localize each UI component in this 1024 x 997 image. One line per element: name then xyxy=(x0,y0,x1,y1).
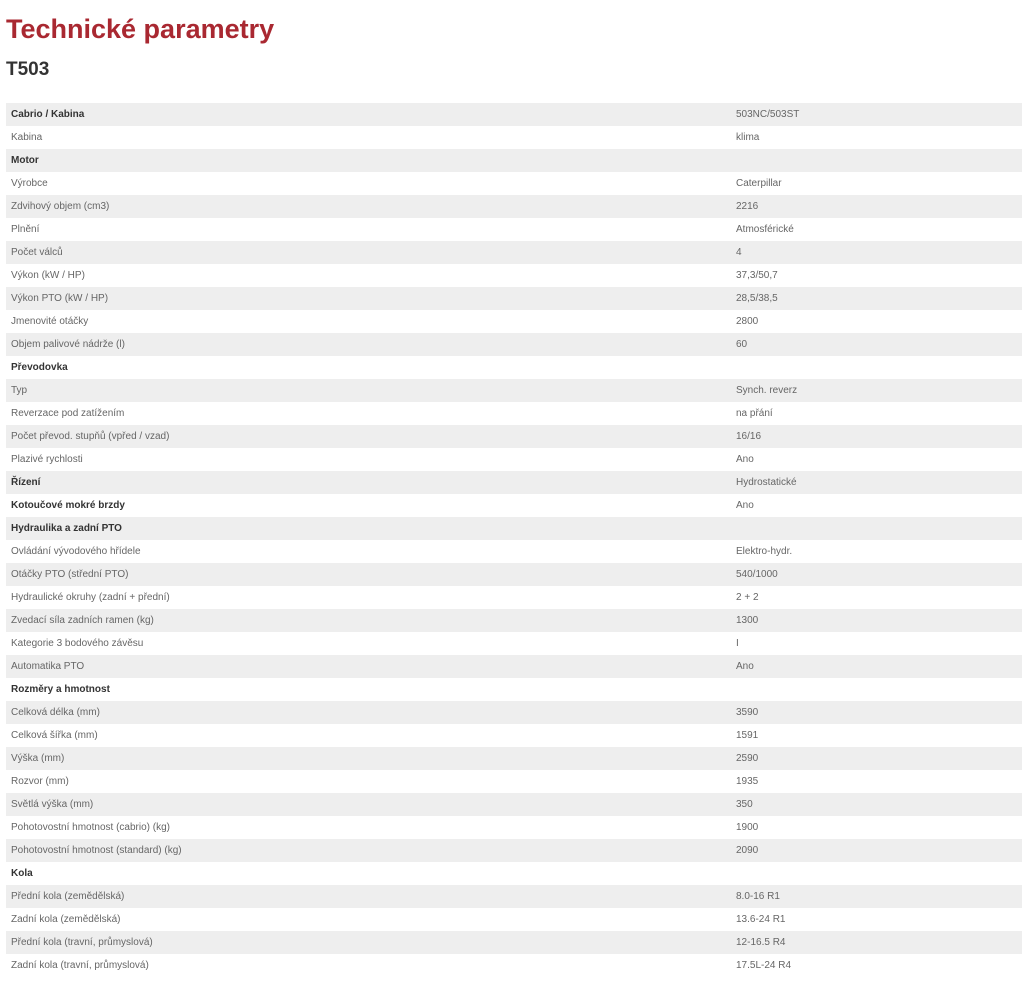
spec-row xyxy=(6,448,1022,471)
spec-value xyxy=(729,862,1022,885)
section-label: Kola xyxy=(11,868,33,879)
section-label: Kotoučové mokré brzdy xyxy=(11,500,125,511)
spec-label: Zadní kola (travní, průmyslová) xyxy=(11,960,149,971)
spec-row xyxy=(6,839,1022,862)
spec-label: Celková délka (mm) xyxy=(11,707,100,718)
spec-value: 350 xyxy=(736,799,753,810)
spec-row xyxy=(6,908,1022,931)
spec-row xyxy=(6,931,1022,954)
spec-row xyxy=(6,563,1022,586)
section-label: Převodovka xyxy=(11,362,68,373)
spec-row xyxy=(6,609,1022,632)
spec-value: 540/1000 xyxy=(736,569,778,580)
spec-row xyxy=(6,126,1022,149)
spec-section-row xyxy=(6,517,1022,540)
spec-label: Výška (mm) xyxy=(11,753,65,764)
spec-value: 2090 xyxy=(736,845,759,856)
spec-value: Ano xyxy=(736,454,754,465)
spec-row xyxy=(6,632,1022,655)
spec-value: 1900 xyxy=(736,822,759,833)
spec-row xyxy=(6,954,1022,977)
spec-value: 8.0-16 R1 xyxy=(736,891,780,902)
spec-value: 503NC/503ST xyxy=(736,109,800,120)
spec-row xyxy=(6,655,1022,678)
section-label: Motor xyxy=(11,155,39,166)
spec-row xyxy=(6,793,1022,816)
spec-label: Objem palivové nádrže (l) xyxy=(11,339,125,350)
spec-label: Kategorie 3 bodového závěsu xyxy=(11,638,144,649)
spec-value: 13.6-24 R1 xyxy=(736,914,786,925)
spec-label: Plazivé rychlosti xyxy=(11,454,83,465)
spec-value: 2216 xyxy=(736,201,759,212)
spec-value: Atmosférické xyxy=(736,224,794,235)
spec-section-row xyxy=(6,862,1022,885)
spec-label: Celková šířka (mm) xyxy=(11,730,98,741)
spec-value: klima xyxy=(736,132,760,143)
spec-value: Ano xyxy=(736,500,754,511)
spec-row xyxy=(6,287,1022,310)
spec-row xyxy=(6,218,1022,241)
spec-row xyxy=(6,885,1022,908)
spec-value: 16/16 xyxy=(736,431,762,442)
spec-label: Plnění xyxy=(11,224,40,235)
spec-row xyxy=(6,195,1022,218)
spec-value: 1935 xyxy=(736,776,759,787)
spec-row xyxy=(6,540,1022,563)
spec-section-row xyxy=(6,356,1022,379)
spec-value: 1300 xyxy=(736,615,759,626)
spec-label: Přední kola (travní, průmyslová) xyxy=(11,937,153,948)
spec-label: Zvedací síla zadních ramen (kg) xyxy=(11,615,154,626)
spec-label: Výkon (kW / HP) xyxy=(11,270,85,281)
spec-section-row xyxy=(6,103,1022,126)
spec-label: Ovládání vývodového hřídele xyxy=(11,546,141,557)
spec-label: Světlá výška (mm) xyxy=(11,799,94,810)
spec-section-row xyxy=(6,149,1022,172)
spec-row xyxy=(6,816,1022,839)
spec-label: Počet válců xyxy=(11,247,63,258)
spec-label: Pohotovostní hmotnost (standard) (kg) xyxy=(11,845,182,856)
spec-row xyxy=(6,747,1022,770)
spec-label: Automatika PTO xyxy=(11,661,85,672)
spec-value xyxy=(729,149,1022,172)
spec-row xyxy=(6,333,1022,356)
section-label: Rozměry a hmotnost xyxy=(11,684,110,695)
spec-value: 1591 xyxy=(736,730,759,741)
spec-row xyxy=(6,402,1022,425)
spec-label: Typ xyxy=(11,385,28,396)
page-title: Technické parametry xyxy=(6,14,275,44)
spec-value: 60 xyxy=(736,339,748,350)
spec-label: Výkon PTO (kW / HP) xyxy=(11,293,109,304)
spec-value: Hydrostatické xyxy=(736,477,797,488)
spec-row xyxy=(6,264,1022,287)
spec-label: Zadní kola (zemědělská) xyxy=(11,914,121,925)
spec-label: Výrobce xyxy=(11,178,48,189)
spec-value: Elektro-hydr. xyxy=(736,546,793,557)
section-label: Cabrio / Kabina xyxy=(11,109,85,120)
spec-value: 2590 xyxy=(736,753,759,764)
spec-value: Caterpillar xyxy=(736,178,782,189)
model-title: T503 xyxy=(6,59,50,80)
spec-value: 17.5L-24 R4 xyxy=(736,960,792,971)
spec-section-row xyxy=(6,471,1022,494)
spec-row xyxy=(6,172,1022,195)
spec-value: 12-16.5 R4 xyxy=(736,937,786,948)
spec-label: Otáčky PTO (střední PTO) xyxy=(11,569,129,580)
spec-row xyxy=(6,586,1022,609)
spec-value: 2800 xyxy=(736,316,759,327)
spec-row xyxy=(6,701,1022,724)
section-label: Hydraulika a zadní PTO xyxy=(11,523,122,534)
spec-label: Kabina xyxy=(11,132,43,143)
spec-row xyxy=(6,379,1022,402)
spec-label: Hydraulické okruhy (zadní + přední) xyxy=(11,592,170,603)
spec-label: Reverzace pod zatížením xyxy=(11,408,125,419)
spec-row xyxy=(6,724,1022,747)
spec-value: 3590 xyxy=(736,707,759,718)
spec-row xyxy=(6,241,1022,264)
spec-value: Ano xyxy=(736,661,754,672)
spec-section-row xyxy=(6,678,1022,701)
spec-row xyxy=(6,425,1022,448)
spec-value: 37,3/50,7 xyxy=(736,270,778,281)
spec-value: 28,5/38,5 xyxy=(736,293,778,304)
spec-section-row xyxy=(6,494,1022,517)
spec-value: Synch. reverz xyxy=(736,385,798,396)
spec-label: Pohotovostní hmotnost (cabrio) (kg) xyxy=(11,822,170,833)
spec-label: Přední kola (zemědělská) xyxy=(11,891,125,902)
spec-label: Rozvor (mm) xyxy=(11,776,69,787)
spec-value xyxy=(729,678,1022,701)
spec-value: I xyxy=(736,638,739,649)
spec-value: 2 + 2 xyxy=(736,592,759,603)
spec-value xyxy=(729,517,1022,540)
spec-value: na přání xyxy=(736,408,773,419)
spec-label: Zdvihový objem (cm3) xyxy=(11,201,110,212)
spec-value: 4 xyxy=(736,247,742,258)
spec-row xyxy=(6,310,1022,333)
spec-label: Jmenovité otáčky xyxy=(11,316,89,327)
spec-value xyxy=(729,356,1022,379)
spec-table xyxy=(6,103,1022,977)
spec-row xyxy=(6,770,1022,793)
section-label: Řízení xyxy=(11,477,41,488)
spec-label: Počet převod. stupňů (vpřed / vzad) xyxy=(11,431,170,442)
spec-table-body xyxy=(6,103,1022,977)
